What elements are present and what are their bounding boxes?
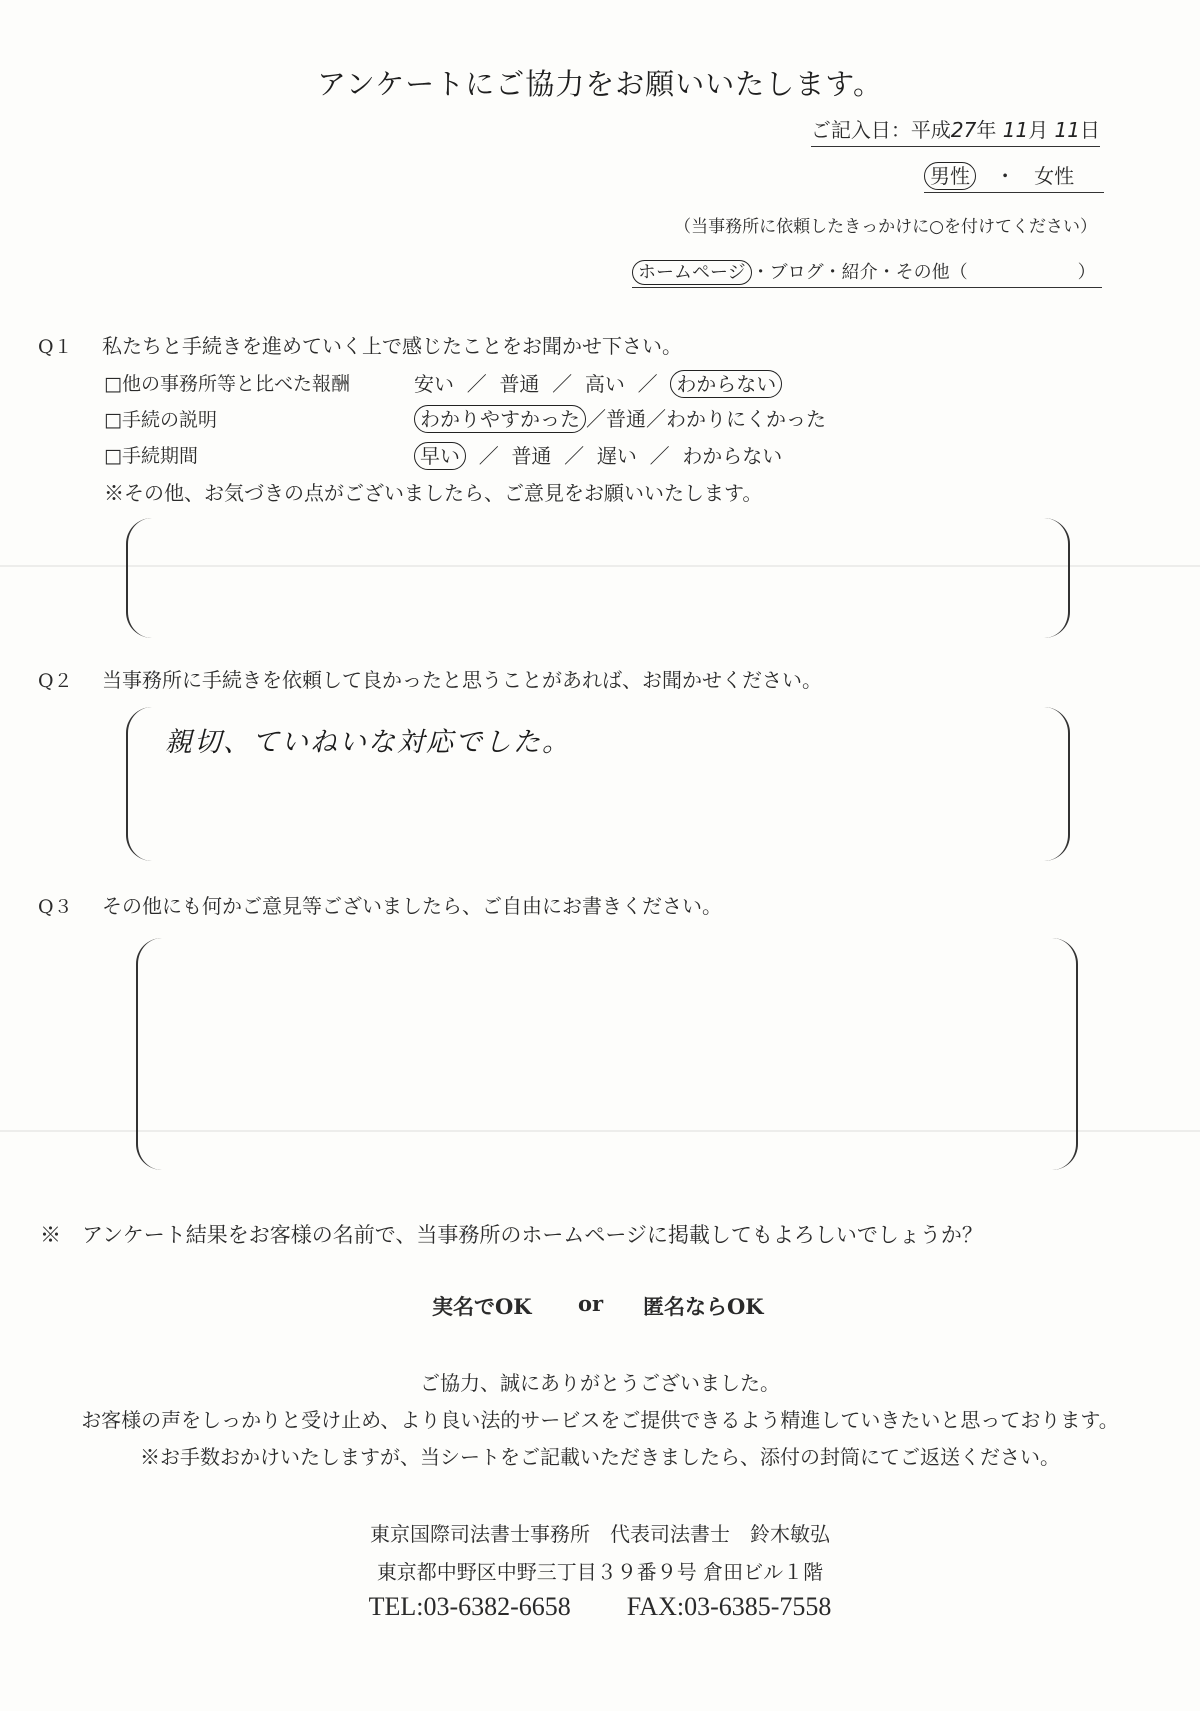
choice-real-name[interactable]: 実名でOK <box>432 1294 532 1319</box>
fee-option-cheap[interactable]: 安い <box>414 372 454 396</box>
q2-label: Q２ <box>38 670 73 692</box>
q1-row-fee-label: □他の事務所等と比べた報酬 <box>104 373 350 395</box>
separator: ／ <box>564 444 585 468</box>
q1-text: 私たちと手続きを進めていく上で感じたことをお聞かせ下さい。 <box>102 334 682 358</box>
office-name: 東京国際司法書士事務所 代表司法書士 鈴木敏弘 <box>370 1522 830 1546</box>
date-day: 11 <box>1054 118 1080 142</box>
source-instruction: （当事務所に依頼したきっかけに○を付けてください） <box>674 217 1097 237</box>
gender-male-option[interactable]: 男性 <box>924 162 976 190</box>
q2-text: 当事務所に手続きを依頼して良かったと思うことがあれば、お聞かせください。 <box>102 668 822 692</box>
publish-permission-question: ※ アンケート結果をお客様の名前で、当事務所のホームページに掲載してもよろしいでしょうか？ <box>40 1223 983 1247</box>
source-option-homepage[interactable]: ホームページ <box>632 260 752 285</box>
q3-label: Q３ <box>38 896 73 918</box>
date-day-unit: 日 <box>1080 118 1100 142</box>
separator: ／ <box>478 444 499 468</box>
thanks-message: ご協力、誠にありがとうございました。 <box>420 1371 780 1395</box>
source-choice: ホームページ ・ブログ・紹介・その他（ ） <box>632 258 1102 288</box>
gender-choice <box>924 160 1104 193</box>
q1-row-period-options <box>414 440 782 469</box>
gender-female-option[interactable]: 女性 <box>1034 164 1075 188</box>
q1-row-period-label: □手続期間 <box>104 445 198 467</box>
date-prefix: ご記入日：平成 <box>810 118 951 142</box>
q3-text: その他にも何かご意見等ございましたら、ご自由にお書きください。 <box>102 894 722 918</box>
source-option-other[interactable]: その他（ <box>895 262 968 283</box>
separator: ／ <box>586 407 606 431</box>
date-year: 27 <box>950 118 977 142</box>
tel-number: TEL:03-6382-6658 <box>368 1592 571 1621</box>
source-option-referral[interactable]: 紹介 <box>841 262 878 283</box>
q1-other-prompt: ※その他、お気づきの点がございましたら、ご意見をお願いいたします。 <box>104 481 763 505</box>
period-option-unknown[interactable]: わからない <box>682 444 783 468</box>
q3-answer-box[interactable] <box>136 938 1078 1170</box>
date-month-unit: 月 <box>1028 118 1049 142</box>
fax-number: FAX:03-6385-7558 <box>626 1592 832 1621</box>
fee-option-normal[interactable]: 普通 <box>499 372 540 396</box>
q1-row-explanation-label: □手続の説明 <box>104 409 217 431</box>
return-instruction: ※お手数おかけいたしますが、当シートをご記載いただきましたら、添付の封筒にてご返送ください。 <box>140 1445 1060 1469</box>
separator: ／ <box>552 372 573 396</box>
q1-row-explanation-options <box>414 403 826 432</box>
gender-separator: ・ <box>995 164 1016 188</box>
choice-or: or <box>578 1291 604 1316</box>
q1-row-fee-options <box>414 368 782 397</box>
fee-option-high[interactable]: 高い <box>584 372 625 396</box>
q1-comment-box[interactable] <box>126 518 1070 638</box>
source-option-other-close: ） <box>1077 262 1096 283</box>
contact-info <box>0 1592 1200 1622</box>
date-month: 11 <box>1002 118 1029 142</box>
fee-option-unknown[interactable]: わからない <box>670 370 782 398</box>
page-title: アンケートにご協力をお願いいたします。 <box>317 67 883 101</box>
separator: ／ <box>646 407 666 431</box>
explanation-option-unclear[interactable]: わかりにくかった <box>666 407 826 431</box>
separator: ／ <box>637 372 658 396</box>
office-address: 東京都中野区中野三丁目３９番９号 倉田ビル１階 <box>376 1560 824 1584</box>
explanation-option-normal[interactable]: 普通 <box>606 407 646 431</box>
entry-date <box>811 114 1100 147</box>
q2-handwritten-answer: 親切、ていねいな対応でした。 <box>165 727 571 758</box>
source-option-blog[interactable]: ブログ <box>769 262 824 283</box>
separator: ／ <box>649 444 670 468</box>
q1-label: Q１ <box>38 336 73 358</box>
explanation-option-clear[interactable]: わかりやすかった <box>414 405 586 433</box>
period-option-fast[interactable]: 早い <box>414 442 466 470</box>
date-year-unit: 年 <box>976 118 997 142</box>
separator: ／ <box>466 372 487 396</box>
choice-anonymous[interactable]: 匿名ならOK <box>643 1294 764 1319</box>
period-option-normal[interactable]: 普通 <box>511 444 552 468</box>
closing-message: お客様の声をしっかりと受け止め、より良い法的サービスをご提供できるよう精進していきたいと思っております。 <box>81 1408 1119 1432</box>
period-option-slow[interactable]: 遅い <box>596 444 637 468</box>
